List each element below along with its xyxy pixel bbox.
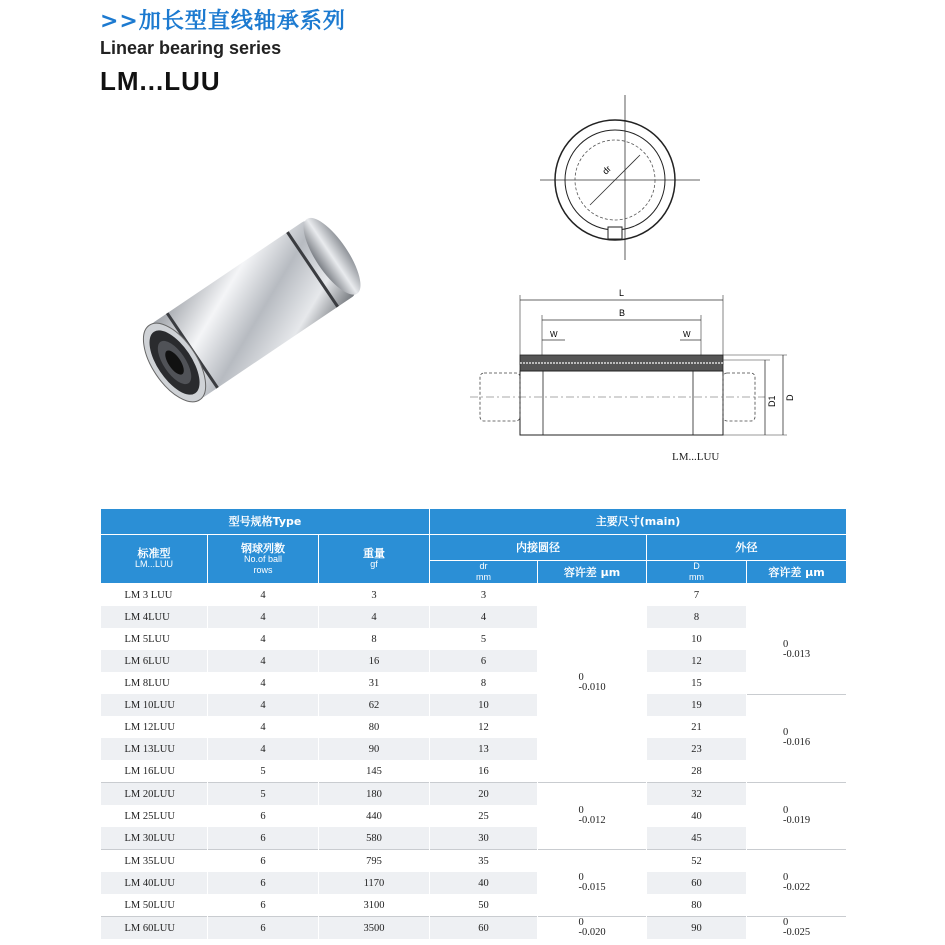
ball-rows-cell: 5 (208, 760, 319, 783)
tol-upper: 0 (578, 672, 584, 683)
weight-cell: 16 (319, 650, 430, 672)
type-group-header: 型号规格Type (101, 509, 430, 535)
model-cell: LM 30LUU (101, 827, 208, 850)
table-row (101, 894, 847, 917)
ball-rows-cell: 6 (208, 917, 319, 940)
dr-cell: 50 (430, 894, 538, 917)
weight-cell: 3100 (319, 894, 430, 917)
D-cell: 19 (647, 694, 747, 716)
ball-rows-cell: 4 (208, 584, 319, 607)
outer-unit-label: mm (689, 572, 705, 582)
inner-tolerance-cell (538, 584, 647, 783)
weight-cell: 31 (319, 672, 430, 694)
inner-tolerance-cell (538, 783, 647, 850)
ball-rows-cell: 6 (208, 850, 319, 873)
D-cell: 7 (647, 584, 747, 607)
tol-lower: -0.022 (782, 882, 811, 893)
tol-upper: 0 (782, 638, 789, 650)
D1-dimension-label: D1 (767, 395, 777, 407)
table-row (101, 694, 847, 716)
D-cell: 21 (647, 716, 747, 738)
model-column-header (101, 535, 208, 584)
outer-d-header (647, 561, 747, 584)
outer-diameter-group-header: 外径 (647, 535, 847, 561)
model-cell: LM 12LUU (101, 716, 208, 738)
table-row (101, 760, 847, 783)
tol-upper: 0 (782, 727, 789, 739)
ball-rows-cell: 4 (208, 650, 319, 672)
inner-unit-label: mm (476, 572, 492, 582)
ball-rows-header-en2: rows (253, 564, 273, 575)
dr-cell: 10 (430, 694, 538, 716)
ball-rows-cell: 4 (208, 738, 319, 760)
table-row (101, 584, 847, 607)
inner-dr-label: dr (479, 561, 488, 571)
outer-tolerance-cell (747, 783, 847, 850)
weight-cell: 1170 (319, 872, 430, 894)
outer-tolerance-cell (747, 606, 847, 694)
outer-tolerance-cell (747, 584, 847, 607)
tol-upper: 0 (782, 805, 789, 816)
model-cell: LM 50LUU (101, 894, 208, 917)
D-dimension-label: D (785, 394, 795, 401)
dr-cell: 16 (430, 760, 538, 783)
model-cell: LM 35LUU (101, 850, 208, 873)
model-cell: LM 5LUU (101, 628, 208, 650)
model-cell: LM 8LUU (101, 672, 208, 694)
dr-cell: 4 (430, 606, 538, 628)
outer-tolerance-cell (747, 694, 847, 783)
weight-cell: 180 (319, 783, 430, 806)
tol-lower: -0.019 (782, 815, 811, 826)
outer-tolerance-cell (747, 917, 847, 940)
tol-lower: -0.012 (578, 815, 606, 826)
front-view-drawing (540, 95, 700, 265)
ball-rows-cell: 4 (208, 694, 319, 716)
D-cell: 10 (647, 628, 747, 650)
table-row (101, 917, 847, 940)
model-cell: LM 3 LUU (101, 584, 208, 607)
table-row (101, 628, 847, 650)
inner-tolerance-cell (538, 850, 647, 917)
outer-d-label: D (693, 561, 700, 571)
model-cell: LM 4LUU (101, 606, 208, 628)
tol-lower: -0.025 (782, 927, 811, 938)
dr-cell: 13 (430, 738, 538, 760)
weight-cell: 145 (319, 760, 430, 783)
model-header-cn: 标准型 (137, 547, 171, 560)
side-view-drawing (465, 285, 805, 445)
weight-header-unit: gf (370, 559, 378, 569)
weight-cell: 3500 (319, 917, 430, 940)
D-cell: 45 (647, 827, 747, 850)
weight-header-cn: 重量 (363, 547, 385, 560)
weight-cell: 62 (319, 694, 430, 716)
dr-cell: 30 (430, 827, 538, 850)
dr-cell: 20 (430, 783, 538, 806)
D-cell: 40 (647, 805, 747, 827)
tol-upper: 0 (578, 917, 584, 928)
ball-rows-column-header (208, 535, 319, 584)
inner-dr-header (430, 561, 538, 584)
dr-cell: 35 (430, 850, 538, 873)
model-cell: LM 16LUU (101, 760, 208, 783)
dr-cell: 5 (430, 628, 538, 650)
ball-rows-cell: 4 (208, 606, 319, 628)
D-cell: 60 (647, 872, 747, 894)
ball-rows-cell: 4 (208, 628, 319, 650)
inner-tolerance-cell (538, 917, 647, 940)
outer-tolerance-header: 容许差 μm (747, 561, 847, 584)
model-header-en: LM...LUU (134, 559, 173, 569)
D-cell: 28 (647, 760, 747, 783)
tol-lower: -0.020 (578, 927, 606, 938)
weight-cell: 80 (319, 716, 430, 738)
weight-cell: 4 (319, 606, 430, 628)
ball-rows-cell: 6 (208, 805, 319, 827)
B-dimension-label: B (619, 308, 626, 318)
tol-upper: 0 (782, 917, 789, 928)
ball-rows-cell: 6 (208, 894, 319, 917)
ball-rows-cell: 6 (208, 827, 319, 850)
D-cell: 12 (647, 650, 747, 672)
table-row (101, 827, 847, 850)
tol-lower: -0.013 (782, 648, 811, 660)
ball-rows-header-en1: No.of ball (243, 553, 283, 564)
table-row (101, 783, 847, 806)
tol-lower: -0.015 (578, 882, 606, 893)
weight-cell: 90 (319, 738, 430, 760)
D-cell: 80 (647, 894, 747, 917)
ball-rows-cell: 4 (208, 672, 319, 694)
tol-lower: -0.016 (782, 737, 811, 749)
tol-lower: -0.010 (578, 682, 606, 693)
D-cell: 52 (647, 850, 747, 873)
W-right-dimension-label: W (683, 330, 691, 339)
bearing-photo (120, 200, 370, 430)
weight-cell: 580 (319, 827, 430, 850)
table-row (101, 606, 847, 628)
weight-column-header (319, 535, 430, 584)
table-row (101, 850, 847, 873)
weight-cell: 440 (319, 805, 430, 827)
tol-upper: 0 (782, 872, 789, 883)
table-row (101, 805, 847, 827)
model-cell: LM 40LUU (101, 872, 208, 894)
page-title-cn: >>加长型直线轴承系列 (100, 9, 346, 34)
model-cell: LM 60LUU (101, 917, 208, 940)
model-cell: LM 20LUU (101, 783, 208, 806)
dr-cell: 25 (430, 805, 538, 827)
model-cell: LM 6LUU (101, 650, 208, 672)
D-cell: 8 (647, 606, 747, 628)
weight-cell: 795 (319, 850, 430, 873)
table-row (101, 716, 847, 738)
spec-table (100, 508, 847, 939)
tol-upper: 0 (578, 805, 584, 816)
dr-cell: 60 (430, 917, 538, 940)
table-row (101, 650, 847, 672)
model-cell: LM 10LUU (101, 694, 208, 716)
table-row (101, 738, 847, 760)
model-cell: LM 13LUU (101, 738, 208, 760)
tol-upper: 0 (578, 872, 584, 883)
L-dimension-label: L (619, 288, 625, 298)
table-row (101, 872, 847, 894)
dr-cell: 6 (430, 650, 538, 672)
table-row (101, 672, 847, 694)
W-left-dimension-label: W (550, 330, 558, 339)
dr-dimension-label: dr (600, 163, 614, 177)
ball-rows-cell: 6 (208, 872, 319, 894)
inner-tolerance-header: 容许差 μm (538, 561, 647, 584)
main-group-header: 主要尺寸(main) (430, 509, 847, 535)
dr-cell: 40 (430, 872, 538, 894)
ball-rows-cell: 4 (208, 716, 319, 738)
inner-diameter-group-header: 内接圆径 (430, 535, 647, 561)
dr-cell: 3 (430, 584, 538, 607)
ball-rows-cell: 5 (208, 783, 319, 806)
D-cell: 32 (647, 783, 747, 806)
drawing-caption: LM...LUU (672, 451, 720, 463)
D-cell: 15 (647, 672, 747, 694)
weight-cell: 3 (319, 584, 430, 607)
outer-tolerance-cell (747, 850, 847, 917)
D-cell: 23 (647, 738, 747, 760)
ball-rows-header-cn: 钢球列数 (241, 541, 285, 555)
dr-cell: 8 (430, 672, 538, 694)
D-cell: 90 (647, 917, 747, 940)
model-series-title: LM...LUU (100, 66, 221, 96)
model-cell: LM 25LUU (101, 805, 208, 827)
dr-cell: 12 (430, 716, 538, 738)
weight-cell: 8 (319, 628, 430, 650)
page-title-en: Linear bearing series (100, 38, 282, 58)
